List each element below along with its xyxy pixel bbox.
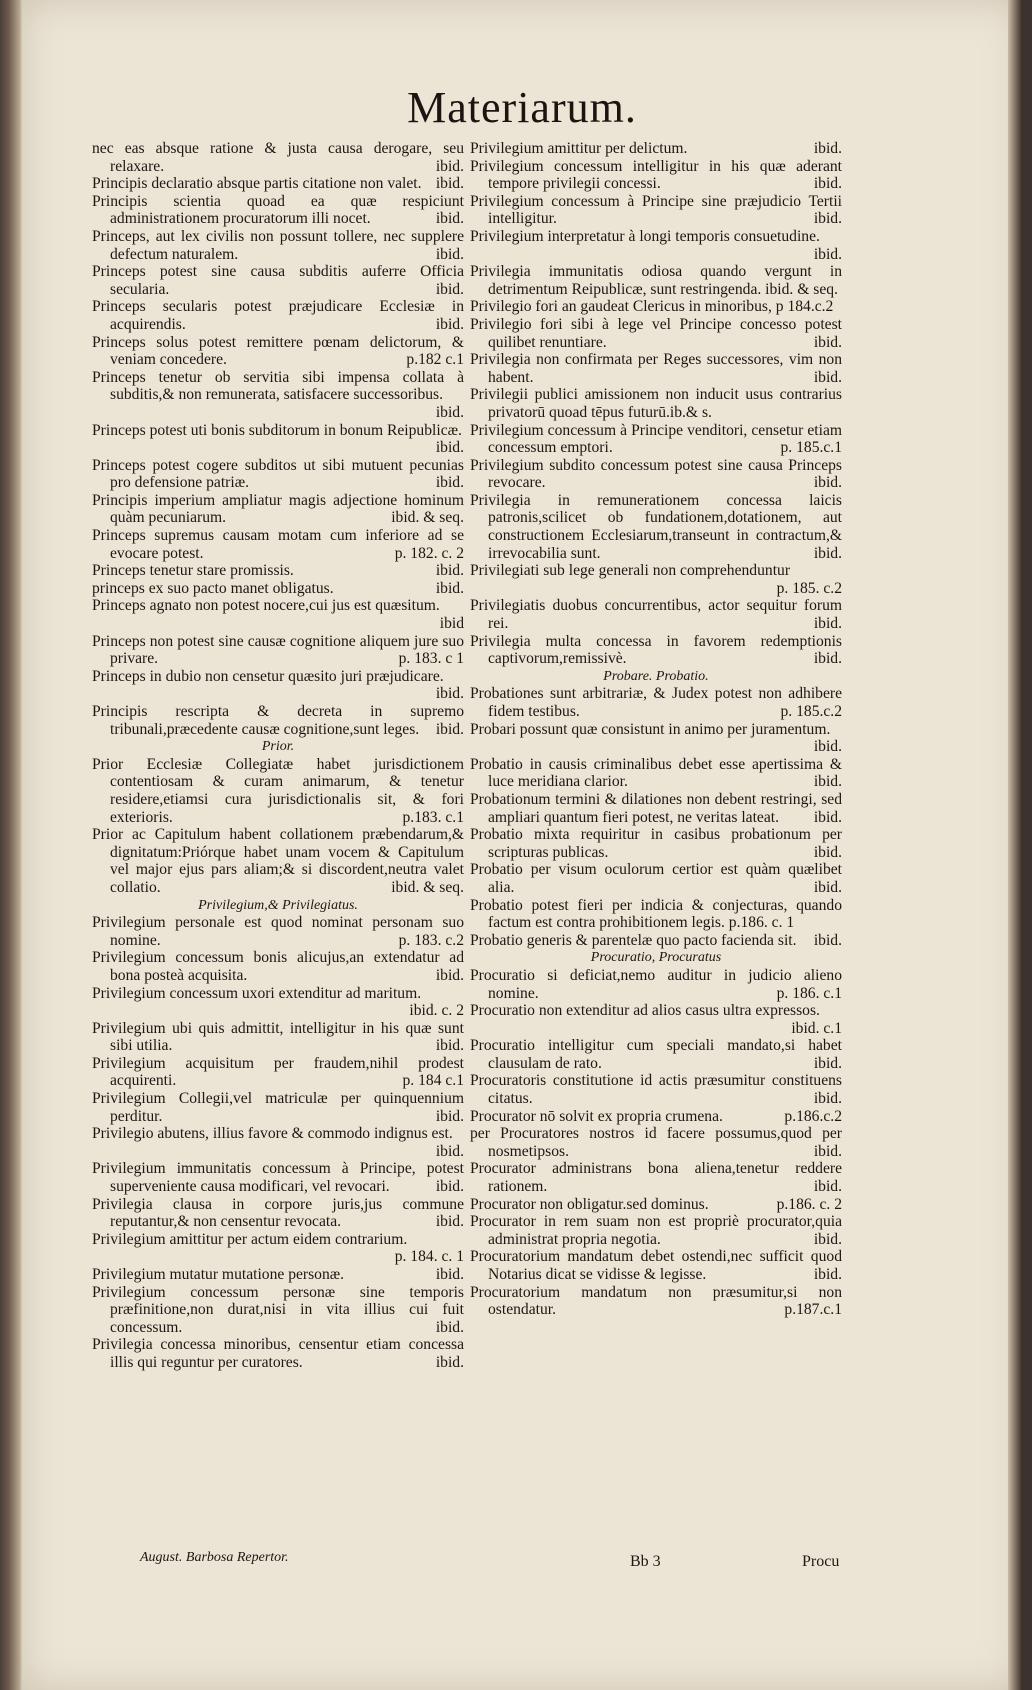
entry-text: Privilegium mutatur mutatione personæ. bbox=[92, 1266, 345, 1283]
index-entry bbox=[92, 1266, 464, 1284]
index-entry bbox=[470, 1108, 842, 1126]
entry-page-reference: p.186.c.2 bbox=[784, 1107, 842, 1125]
entry-text: Probationes sunt arbitrariæ, & Judex potest non adhibere fidem testibus. bbox=[470, 685, 842, 720]
entry-page-reference: ibid. bbox=[435, 579, 464, 597]
entry-text: nec eas absque ratione & justa causa derogare, seu relaxare. bbox=[92, 140, 464, 175]
entry-text: Princeps non potest sine causæ cognitione aliquem jure suo privare. bbox=[92, 632, 464, 668]
entry-text: Privilegia immunitatis odiosa quando vergunt in detrimentum Reipublicæ, sunt restringenda. ibid. & seq. bbox=[470, 263, 842, 298]
entry-text: Privilegio fori sibi à lege vel Principe concesso potest quilibet renuntiare. bbox=[470, 315, 842, 351]
index-entry bbox=[470, 791, 842, 826]
entry-text: Procuratio non extenditur ad alios casus ultra expressos. bbox=[470, 1002, 820, 1020]
index-entry bbox=[92, 1160, 464, 1195]
index-entry bbox=[470, 897, 842, 932]
entry-text: Principis imperium ampliatur magis adjectione hominum quàm pecuniarum. bbox=[92, 491, 464, 527]
entry-text: Privilegia concessa minoribus, censentur etiam concessa illis qui reguntur per curatores. bbox=[92, 1336, 464, 1371]
entry-page-reference: ibid. bbox=[435, 439, 464, 457]
entry-text: Princeps supremus causam motam cum inferiore ad se evocare potest. bbox=[92, 527, 464, 562]
index-entry bbox=[470, 597, 842, 632]
entry-text: Privilegia multa concessa in favorem redemptionis captivorum,remissivè. bbox=[470, 632, 842, 668]
index-entry bbox=[92, 140, 464, 175]
index-entry bbox=[92, 334, 464, 369]
page-heading: Materiarum. bbox=[407, 83, 637, 132]
entry-text: Principis scientia quoad ea quæ respiciunt administrationem procuratorum illi nocet. bbox=[92, 192, 464, 228]
entry-text: Prior ac Capitulum habent collationem præbendarum,& dignitatum:Priórque habet unam vocem & Capitulum vel major ejus pars aliam;& si discordent,neutra valet collatio. bbox=[92, 826, 464, 896]
index-entry bbox=[92, 422, 464, 457]
entry-page-reference: p.183. c.1 bbox=[402, 808, 464, 826]
entry-text: Privilegium amittitur per delictum. bbox=[470, 140, 688, 157]
entry-page-reference: ibid. bbox=[813, 738, 842, 756]
entry-page-reference: ibid. bbox=[813, 931, 842, 949]
index-entry bbox=[470, 263, 842, 298]
index-entry bbox=[470, 1037, 842, 1072]
entry-page-reference: p. 186. c.1 bbox=[776, 984, 842, 1002]
index-column-left bbox=[92, 140, 464, 1372]
entry-page-reference: ibid. bbox=[435, 1318, 464, 1336]
index-entry bbox=[470, 861, 842, 896]
entry-text: Privilegium amittitur per actum eidem contrarium. bbox=[92, 1230, 408, 1248]
entry-text: Privilegia in remunerationem concessa laicis patronis,scilicet ob fundationem,dotationem, aut constructionem Ecclesiarum,transeunt in contractum,& irrevocabilia sunt. bbox=[470, 491, 842, 562]
index-entry bbox=[92, 369, 464, 422]
index-entry bbox=[92, 668, 464, 703]
entry-text: Principis declaratio absque partis citatione non valet. bbox=[92, 175, 422, 193]
entry-page-reference: p.187.c.1 bbox=[784, 1301, 842, 1319]
section-heading: Probare. Probatio. bbox=[603, 668, 709, 684]
entry-text: Privilegiatis duobus concurrentibus, actor sequitur forum rei. bbox=[470, 597, 842, 633]
index-entry bbox=[92, 298, 464, 333]
index-entry bbox=[470, 1196, 842, 1214]
entry-text: Princeps, aut lex civilis non possunt tollere, nec supplere defectum naturalem. bbox=[92, 227, 464, 263]
entry-page-reference: ibid. bbox=[435, 720, 464, 738]
entry-page-reference: p. 185.c.1 bbox=[780, 439, 842, 457]
entry-page-reference: ibid. bbox=[435, 1266, 464, 1283]
entry-page-reference: ibid. bbox=[813, 1090, 842, 1108]
entry-page-reference: ibid. bbox=[813, 1142, 842, 1160]
index-entry bbox=[470, 932, 842, 950]
footer-signature-mark: Bb 3 bbox=[630, 1553, 661, 1570]
entry-text: Princeps potest cogere subditos ut sibi mutuent pecunias pro defensione patriæ. bbox=[92, 456, 464, 492]
book-binding-gutter bbox=[0, 0, 22, 1690]
entry-page-reference: ibid. bbox=[435, 175, 464, 193]
entry-text: per Procuratores nostros id facere possumus,quod per nosmetipsos. bbox=[470, 1125, 842, 1160]
index-entry bbox=[92, 263, 464, 298]
entry-text: Privilegio fori an gaudeat Clericus in minoribus, p 184.c.2 bbox=[470, 298, 834, 316]
entry-text: Privilegiati sub lege generali non comprehenduntur bbox=[470, 562, 791, 580]
entry-text: Procurator in rem suam non est propriè procurator,quia administrat propria negotia. bbox=[470, 1213, 842, 1248]
entry-text: Privilegia clausa in corpore juris,jus commune reputantur,& non censentur revocata. bbox=[92, 1195, 464, 1231]
entry-text: Princeps potest sine causa subditis auferre Officia secularia. bbox=[92, 263, 464, 298]
index-entry bbox=[470, 228, 842, 263]
entry-page-reference: ibid. bbox=[435, 1178, 464, 1196]
entry-text: Privilegio abutens, illius favore & commodo indignus est. bbox=[92, 1125, 453, 1143]
entry-page-reference: ibid. bbox=[813, 1266, 842, 1283]
index-entry bbox=[470, 492, 842, 562]
index-column-right bbox=[470, 140, 842, 1319]
index-entry bbox=[470, 158, 842, 193]
entry-page-reference: ibid. bbox=[435, 474, 464, 492]
entry-text: Princeps solus potest remittere pœnam delictorum, & veniam concedere. bbox=[92, 333, 464, 369]
footer-catchword: Procu bbox=[802, 1553, 840, 1570]
entry-page-reference: ibid. bbox=[813, 333, 842, 351]
index-entry bbox=[470, 1248, 842, 1283]
section-heading: Procuratio, Procuratus bbox=[590, 950, 722, 966]
index-entry bbox=[92, 1336, 464, 1371]
entry-page-reference: ibid. bbox=[813, 474, 842, 492]
entry-text: Princeps tenetur stare promissis. bbox=[92, 562, 294, 580]
entry-text: Privilegia non confirmata per Reges successores, vim non habent. bbox=[470, 351, 842, 386]
index-entry bbox=[92, 1284, 464, 1337]
entry-text: Probatio mixta requiritur in casibus probationum per scripturas publicas. bbox=[470, 826, 842, 861]
index-entry bbox=[92, 826, 464, 896]
entry-page-reference: p. 185. c.2 bbox=[776, 579, 842, 597]
index-entry bbox=[470, 562, 842, 597]
entry-text: Princeps secularis potest præjudicare Ecclesiæ in acquirendis. bbox=[92, 298, 464, 333]
entry-page-reference: ibid bbox=[439, 615, 464, 633]
entry-page-reference: ibid. bbox=[435, 245, 464, 263]
index-entry bbox=[470, 386, 842, 421]
entry-page-reference: p.186. c. 2 bbox=[776, 1195, 842, 1213]
index-entry bbox=[92, 175, 464, 193]
index-entry bbox=[470, 1125, 842, 1160]
index-entry bbox=[92, 527, 464, 562]
index-entry bbox=[470, 140, 842, 158]
entry-text: Privilegii publici amissionem non inducit usus contrarius privatorū quoad tēpus futurū.ib.& s. bbox=[470, 386, 842, 421]
entry-page-reference: ibid. bbox=[813, 544, 842, 562]
index-entry bbox=[92, 193, 464, 228]
index-entry bbox=[470, 1002, 842, 1037]
entry-text: Privilegium immunitatis concessum à Principe, potest superveniente causa modificari, vel revocari. bbox=[92, 1160, 464, 1196]
entry-text: Procuratio intelligitur cum speciali mandato,si habet clausulam de rato. bbox=[470, 1037, 842, 1072]
page-edge bbox=[1008, 0, 1022, 1690]
entry-text: Procurator administrans bona aliena,tenetur reddere rationem. bbox=[470, 1160, 842, 1196]
entry-text: Princeps tenetur ob servitia sibi impensa collata à subditis,& non remunerata, satisfacere successoribus. bbox=[92, 368, 464, 404]
entry-page-reference: ibid. & seq. bbox=[391, 509, 464, 527]
index-entry bbox=[470, 756, 842, 791]
entry-page-reference: ibid. bbox=[813, 843, 842, 861]
index-entry bbox=[92, 597, 464, 632]
entry-text: Principis rescripta & decreta in supremo tribunali,præcedente causæ cognitione,sunt leges. bbox=[92, 703, 464, 738]
index-entry bbox=[470, 1284, 842, 1319]
entry-page-reference: p. 183. c.2 bbox=[398, 931, 464, 949]
entry-page-reference: ibid. c. 2 bbox=[409, 1002, 464, 1020]
index-entry bbox=[470, 316, 842, 351]
entry-page-reference: ibid. bbox=[813, 368, 842, 386]
entry-page-reference: ibid. bbox=[435, 210, 464, 228]
entry-page-reference: ibid. bbox=[813, 650, 842, 668]
entry-text: Probationum termini & dilationes non debent restringi, sed ampliari quantum fieri potest, ne veritas lateat. bbox=[470, 790, 842, 826]
entry-page-reference: ibid. bbox=[435, 1142, 464, 1160]
entry-text: Princeps agnato non potest nocere,cui jus est quæsitum. bbox=[92, 597, 440, 615]
entry-text: Privilegium concessum uxori extenditur ad maritum. bbox=[92, 984, 422, 1002]
entry-page-reference: p.182 c.1 bbox=[406, 351, 464, 369]
entry-text: Procuratio si deficiat,nemo auditur in judicio alieno nomine. bbox=[470, 966, 842, 1002]
index-entry bbox=[470, 298, 842, 316]
entry-text: Privilegium concessum intelligitur in his quæ aderant tempore privilegii concessi. bbox=[470, 157, 842, 193]
entry-page-reference: ibid. bbox=[813, 1054, 842, 1072]
index-entry bbox=[92, 756, 464, 826]
index-entry bbox=[92, 457, 464, 492]
entry-page-reference: ibid. bbox=[435, 685, 464, 703]
index-entry bbox=[92, 580, 464, 598]
entry-page-reference: ibid. bbox=[435, 1213, 464, 1231]
index-entry bbox=[92, 1055, 464, 1090]
entry-text: Privilegium concessum personæ sine temporis præfinitione,non durat,nisi in vita illius cui fuit concessum. bbox=[92, 1283, 464, 1336]
index-entry bbox=[92, 949, 464, 984]
entry-page-reference: ibid. bbox=[435, 315, 464, 333]
book-page bbox=[22, 0, 1022, 1690]
entry-page-reference: ibid. bbox=[435, 562, 464, 580]
index-entry bbox=[92, 1125, 464, 1160]
entry-text: Prior Ecclesiæ Collegiatæ habet jurisdictionem contentiosam & curam animarum, & tenetur residere,etiamsi cura jurisdictionalis sit, & fori exterioris. bbox=[92, 755, 464, 826]
index-entry bbox=[470, 721, 842, 756]
index-entry bbox=[470, 826, 842, 861]
section-heading: Privilegium,& Privilegiatus. bbox=[198, 897, 358, 913]
entry-page-reference: p. 182. c. 2 bbox=[394, 544, 464, 562]
entry-page-reference: ibid. bbox=[435, 280, 464, 298]
entry-text: Privilegium concessum à Principe venditori, censetur etiam concessum emptori. bbox=[470, 421, 842, 457]
entry-page-reference: ibid. bbox=[813, 175, 842, 193]
footer-author: August. Barbosa Repertor. bbox=[140, 1550, 289, 1565]
entry-text: Privilegium personale est quod nominat personam suo nomine. bbox=[92, 914, 464, 949]
entry-text: Probatio potest fieri per indicia & conjecturas, quando factum est contra prohibitionem legis. p.186. c. 1 bbox=[470, 896, 842, 932]
entry-page-reference: ibid. bbox=[813, 615, 842, 633]
index-entry bbox=[92, 1196, 464, 1231]
entry-text: Probatio in causis criminalibus debet esse apertissima & luce meridiana clarior. bbox=[470, 755, 842, 791]
entry-text: Procuratorium mandatum non præsumitur,si non ostendatur. bbox=[470, 1283, 842, 1319]
entry-text: Probari possunt quæ consistunt in animo per juramentum. bbox=[470, 720, 831, 738]
entry-page-reference: ibid. bbox=[435, 1107, 464, 1125]
index-entry bbox=[470, 193, 842, 228]
entry-text: Probatio generis & parentelæ quo pacto facienda sit. bbox=[470, 931, 797, 949]
entry-text: Privilegium ubi quis admittit, intelligitur in his quæ sunt sibi utilia. bbox=[92, 1019, 464, 1055]
entry-text: Probatio per visum oculorum certior est quàm quælibet alia. bbox=[470, 861, 842, 896]
entry-page-reference: ibid. bbox=[435, 1037, 464, 1055]
entry-page-reference: ibid. bbox=[435, 403, 464, 421]
index-entry bbox=[92, 1020, 464, 1055]
entry-page-reference: ibid. bbox=[435, 1353, 464, 1371]
entry-page-reference: ibid. bbox=[435, 966, 464, 984]
index-entry bbox=[470, 967, 842, 1002]
entry-page-reference: p. 184 c.1 bbox=[402, 1072, 464, 1090]
entry-text: Privilegium acquisitum per fraudem,nihil prodest acquirenti. bbox=[92, 1054, 464, 1090]
entry-text: Princeps in dubio non censetur quæsito juri præjudicare. bbox=[92, 667, 444, 685]
entry-text: Procuratorium mandatum debet ostendi,nec sufficit quod Notarius dicat se vidisse & legisse. bbox=[470, 1248, 842, 1283]
index-entry bbox=[470, 1072, 842, 1107]
entry-text: Privilegium concessum bonis alicujus,an extendatur ad bona posteà acquisita. bbox=[92, 949, 464, 984]
index-entry bbox=[92, 1231, 464, 1266]
index-entry bbox=[92, 1090, 464, 1125]
entry-text: Privilegium interpretatur à longi temporis consuetudine. bbox=[470, 227, 820, 245]
entry-page-reference: ibid. bbox=[813, 140, 842, 157]
index-entry bbox=[470, 351, 842, 386]
index-entry bbox=[92, 985, 464, 1020]
index-entry bbox=[470, 422, 842, 457]
entry-text: Privilegium Collegii,vel matriculæ per quinquennium perditur. bbox=[92, 1090, 464, 1125]
index-entry bbox=[470, 1213, 842, 1248]
entry-page-reference: ibid. bbox=[435, 157, 464, 175]
entry-text: Procurator nō solvit ex propria crumena. bbox=[470, 1107, 723, 1125]
index-entry bbox=[470, 1160, 842, 1195]
index-entry bbox=[92, 914, 464, 949]
entry-page-reference: ibid. c.1 bbox=[791, 1019, 842, 1037]
entry-page-reference: ibid. bbox=[813, 808, 842, 826]
entry-page-reference: ibid. bbox=[813, 210, 842, 228]
entry-page-reference: p. 183. c 1 bbox=[398, 650, 464, 668]
entry-page-reference: ibid. bbox=[813, 1230, 842, 1248]
index-entry bbox=[470, 633, 842, 668]
entry-text: Privilegium subdito concessum potest sine causa Princeps revocare. bbox=[470, 456, 842, 492]
entry-page-reference: ibid. bbox=[813, 773, 842, 791]
index-entry bbox=[92, 633, 464, 668]
entry-page-reference: ibid. & seq. bbox=[391, 878, 464, 896]
entry-text: Procurator non obligatur.sed dominus. bbox=[470, 1195, 709, 1213]
index-entry bbox=[470, 685, 842, 720]
section-heading: Prior. bbox=[261, 739, 295, 755]
entry-text: Procuratoris constitutione id actis præsumitur constituens citatus. bbox=[470, 1072, 842, 1108]
entry-text: princeps ex suo pacto manet obligatus. bbox=[92, 579, 334, 597]
entry-page-reference: p. 185.c.2 bbox=[780, 703, 842, 720]
entry-page-reference: p. 184. c. 1 bbox=[394, 1248, 464, 1266]
entry-page-reference: ibid. bbox=[813, 1178, 842, 1196]
index-entry bbox=[92, 562, 464, 580]
entry-page-reference: ibid. bbox=[813, 878, 842, 896]
index-entry bbox=[470, 457, 842, 492]
entry-text: Princeps potest uti bonis subditorum in bonum Reipublicæ. bbox=[92, 421, 462, 439]
index-entry bbox=[92, 703, 464, 738]
index-entry bbox=[92, 228, 464, 263]
index-entry bbox=[92, 492, 464, 527]
entry-page-reference: ibid. bbox=[813, 245, 842, 263]
entry-text: Privilegium concessum à Principe sine præjudicio Tertii intelligitur. bbox=[470, 192, 842, 228]
